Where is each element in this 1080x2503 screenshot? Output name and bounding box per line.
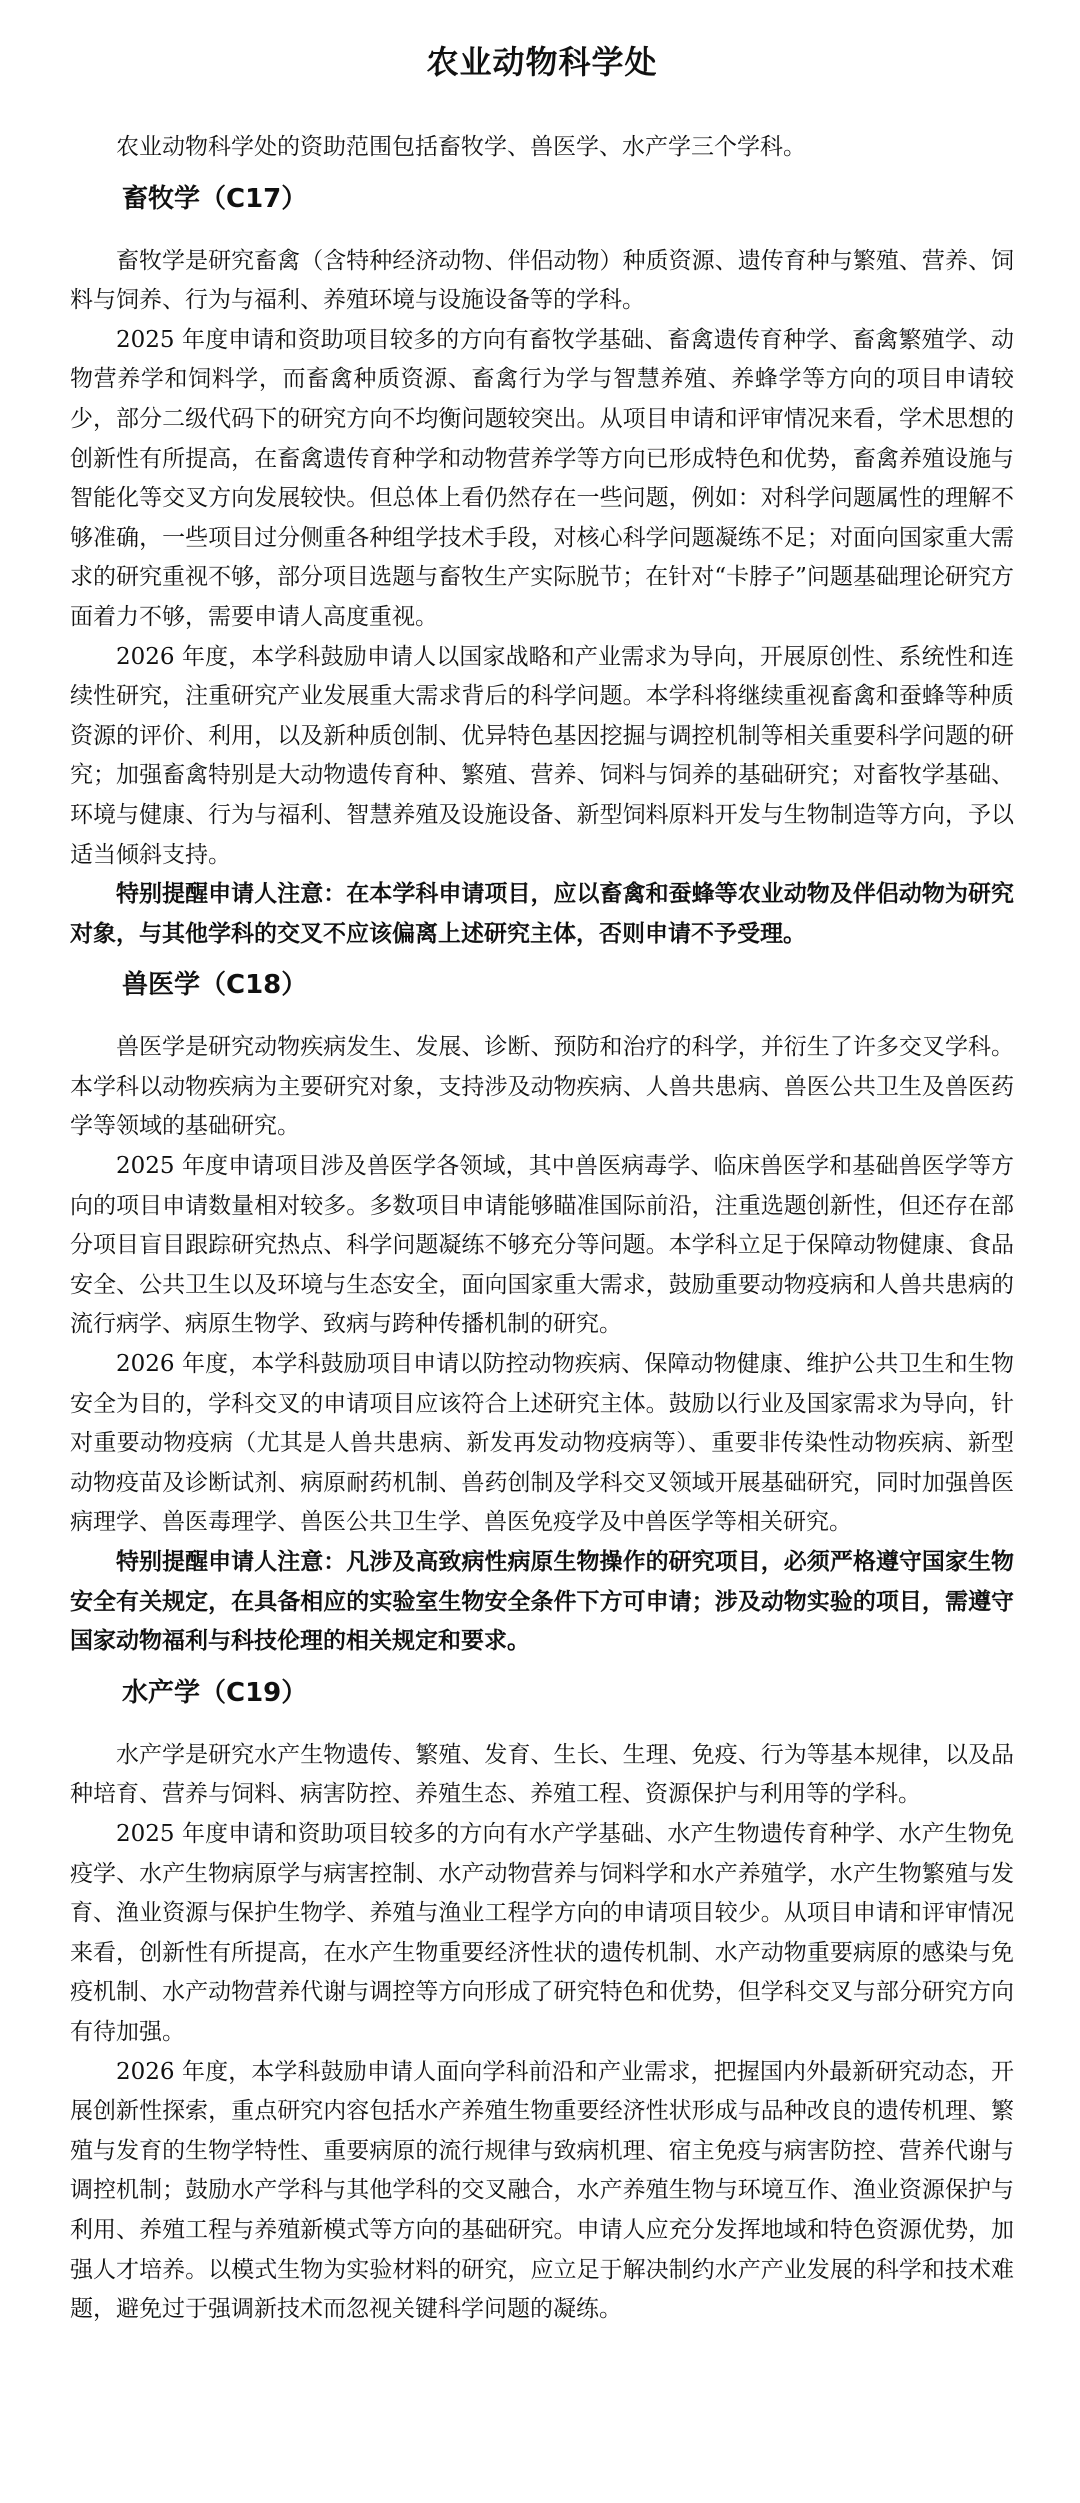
section-heading: 兽医学（C18） [122,970,308,1001]
body-paragraph: 2026 年度，本学科鼓励项目申请以防控动物疾病、保障动物健康、维护公共卫生和生物安全为目的，学科交叉的申请项目应该符合上述研究主体。鼓励以行业及国家需求为导向，针对重要动物疫病（尤其是人兽共患病、新发再发动物疫病等）、重要非传染性动物疾病、新型动物疫苗及诊断试剂、病原耐药机制、兽药创制及学科交叉领域开展基础研究，同时加强兽医病理学、兽医毒理学、兽医公共卫生学、兽医免疫学及中兽医学等相关研究。 [70,1351,1014,1536]
section-aquaculture [70,1672,1014,2330]
section-veterinary-medicine [70,964,1014,1662]
body-paragraph: 2025 年度申请和资助项目较多的方向有水产学基础、水产生物遗传育种学、水产生物免疫学、水产生物病原学与病害控制、水产动物营养与饲料学和水产养殖学，水产生物繁殖与发育、渔业资源与保护生物学、养殖与渔业工程学方向的申请项目较少。从项目申请和评审情况来看，创新性有所提高，在水产生物重要经济性状的遗传机制、水产动物重要病原的感染与免疫机制、水产动物营养代谢与调控等方向形成了研究特色和优势，但学科交叉与部分研究方向有待加强。 [70,1820,1014,2045]
body-paragraph: 2025 年度申请和资助项目较多的方向有畜牧学基础、畜禽遗传育种学、畜禽繁殖学、动物营养学和饲料学，而畜禽种质资源、畜禽行为学与智慧养殖、养蜂学等方向的项目申请较少，部分二级代码下的研究方向不均衡问题较突出。从项目申请和评审情况来看，学术思想的创新性有所提高，在畜禽遗传育种学和动物营养学等方向已形成特色和优势，畜禽养殖设施与智能化等交叉方向发展较快。但总体上看仍然存在一些问题，例如：对科学问题属性的理解不够准确，一些项目过分侧重各种组学技术手段，对核心科学问题凝练不足；对面向国家重大需求的研究重视不够，部分项目选题与畜牧生产实际脱节；在针对“卡脖子”问题基础理论研究方面着力不够，需要申请人高度重视。 [70,326,1014,630]
body-paragraph: 兽医学是研究动物疾病发生、发展、诊断、预防和治疗的科学，并衍生了许多交叉学科。本学科以动物疾病为主要研究对象，支持涉及动物疾病、人兽共患病、兽医公共卫生及兽医药学等领域的基础研究。 [70,1034,1014,1140]
section-animal-husbandry [70,178,1014,955]
document-title: 农业动物科学处 [426,43,658,81]
intro-paragraph: 农业动物科学处的资助范围包括畜牧学、兽医学、水产学三个学科。 [116,134,806,160]
special-reminder-note: 特别提醒申请人注意：在本学科申请项目，应以畜禽和蚕蜂等农业动物及伴侣动物为研究对象，与其他学科的交叉不应该偏离上述研究主体，否则申请不予受理。 [70,881,1014,947]
body-paragraph: 畜牧学是研究畜禽（含特种经济动物、伴侣动物）种质资源、遗传育种与繁殖、营养、饲料与饲养、行为与福利、养殖环境与设施设备等的学科。 [70,247,1014,314]
section-heading: 畜牧学（C17） [122,183,308,214]
special-reminder-note: 特别提醒申请人注意：凡涉及高致病性病原生物操作的研究项目，必须严格遵守国家生物安全有关规定，在具备相应的实验室生物安全条件下方可申请；涉及动物实验的项目，需遵守国家动物福利与科技伦理的相关规定和要求。 [70,1549,1014,1655]
body-paragraph: 2026 年度，本学科鼓励申请人面向学科前沿和产业需求，把握国内外最新研究动态，开展创新性探索，重点研究内容包括水产养殖生物重要经济性状形成与品种改良的遗传机理、繁殖与发育的生物学特性、重要病原的流行规律与致病机理、宿主免疫与病害防控、营养代谢与调控机制；鼓励水产学科与其他学科的交叉融合，水产养殖生物与环境互作、渔业资源保护与利用、养殖工程与养殖新模式等方向的基础研究。申请人应充分发挥地域和特色资源优势，加强人才培养。以模式生物为实验材料的研究，应立足于解决制约水产产业发展的科学和技术难题，避免过于强调新技术而忽视关键科学问题的凝练。 [70,2058,1014,2323]
body-paragraph: 2025 年度申请项目涉及兽医学各领域，其中兽医病毒学、临床兽医学和基础兽医学等方向的项目申请数量相对较多。多数项目申请能够瞄准国际前沿，注重选题创新性，但还存在部分项目盲目跟踪研究热点、科学问题凝练不够充分等问题。本学科立足于保障动物健康、食品安全、公共卫生以及环境与生态安全，面向国家重大需求，鼓励重要动物疫病和人兽共患病的流行病学、病原生物学、致病与跨种传播机制的研究。 [70,1153,1014,1338]
body-paragraph: 2026 年度，本学科鼓励申请人以国家战略和产业需求为导向，开展原创性、系统性和连续性研究，注重研究产业发展重大需求背后的科学问题。本学科将继续重视畜禽和蚕蜂等种质资源的评价、利用，以及新种质创制、优异特色基因挖掘与调控机制等相关重要科学问题的研究；加强畜禽特别是大动物遗传育种、繁殖、营养、饲料与饲养的基础研究；对畜牧学基础、环境与健康、行为与福利、智慧养殖及设施设备、新型饲料原料开发与生物制造等方向，予以适当倾斜支持。 [70,643,1014,868]
body-paragraph: 水产学是研究水产生物遗传、繁殖、发育、生长、生理、免疫、行为等基本规律，以及品种培育、营养与饲料、病害防控、养殖生态、养殖工程、资源保护与利用等的学科。 [70,1741,1014,1808]
section-heading: 水产学（C19） [122,1677,308,1708]
